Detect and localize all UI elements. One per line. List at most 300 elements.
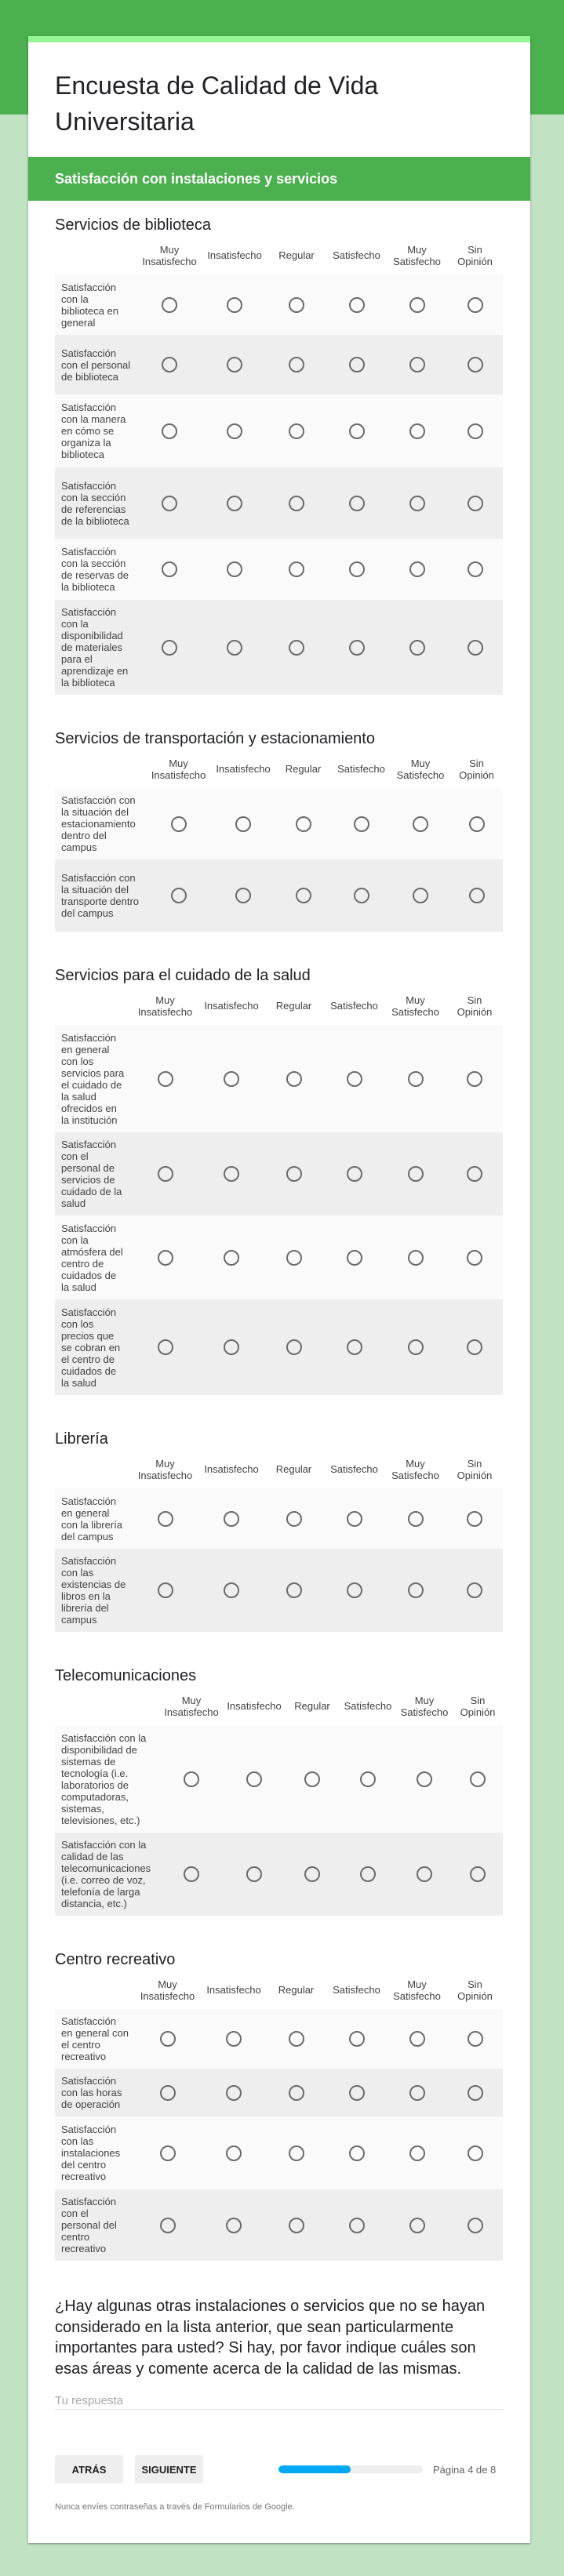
- radio-button[interactable]: [470, 1771, 486, 1787]
- radio-cell: [447, 467, 503, 539]
- radio-cell: [267, 467, 326, 539]
- radio-button[interactable]: [289, 423, 304, 439]
- radio-cell: [446, 1549, 503, 1632]
- radio-cell: [267, 539, 326, 600]
- column-header: [391, 750, 450, 788]
- radio-cell: [324, 1488, 384, 1549]
- radio-button[interactable]: [227, 423, 242, 439]
- column-header-label: Regular: [294, 1700, 330, 1712]
- radio-cell: [212, 859, 275, 932]
- radio-button[interactable]: [349, 2218, 365, 2233]
- radio-cell: [266, 2069, 326, 2116]
- radio-button[interactable]: [289, 2085, 304, 2101]
- radio-cell: [136, 274, 202, 335]
- radio-button[interactable]: [226, 2218, 242, 2233]
- radio-cell: [387, 335, 447, 394]
- radio-button[interactable]: [289, 496, 304, 511]
- column-header: [159, 1687, 224, 1725]
- card-accent-bar: [28, 36, 530, 42]
- column-header-label: Muy Satisfecho: [391, 994, 439, 1018]
- radio-button[interactable]: [289, 2218, 304, 2233]
- radio-button[interactable]: [286, 1582, 302, 1598]
- radio-cell: [202, 2189, 266, 2261]
- column-header: [202, 236, 267, 274]
- column-header: [396, 1687, 453, 1725]
- radio-button[interactable]: [246, 1866, 262, 1882]
- radio-button[interactable]: [468, 2085, 483, 2101]
- radio-button[interactable]: [408, 1250, 424, 1266]
- radio-cell: [324, 1299, 384, 1395]
- radio-cell: [267, 600, 326, 695]
- radio-cell: [391, 859, 450, 932]
- radio-cell: [145, 859, 212, 932]
- password-warning: Nunca envíes contraseñas a través de Formularios de Google.: [55, 2502, 295, 2512]
- radio-button[interactable]: [408, 1339, 424, 1355]
- grid-header: [55, 1450, 503, 1488]
- radio-button[interactable]: [162, 640, 177, 656]
- radio-cell: [285, 1833, 340, 1916]
- radio-cell: [453, 1833, 503, 1916]
- column-header-label: Muy Insatisfecho: [164, 1694, 219, 1718]
- choice-grid: [55, 1450, 503, 1632]
- radio-cell: [199, 1488, 264, 1549]
- grid-row: [55, 274, 503, 335]
- radio-button[interactable]: [184, 1771, 199, 1787]
- radio-cell: [387, 600, 447, 695]
- radio-cell: [450, 788, 503, 859]
- radio-button[interactable]: [349, 297, 365, 313]
- radio-button[interactable]: [158, 1250, 173, 1266]
- column-header-label: Muy Insatisfecho: [137, 994, 193, 1018]
- radio-button[interactable]: [409, 496, 425, 511]
- radio-cell: [447, 2189, 503, 2261]
- radio-button[interactable]: [349, 2145, 365, 2161]
- grid-row: [55, 1725, 503, 1833]
- radio-button[interactable]: [289, 2031, 304, 2047]
- radio-button[interactable]: [354, 816, 369, 832]
- radio-button[interactable]: [408, 1166, 424, 1182]
- grid-row: [55, 1299, 503, 1395]
- radio-button[interactable]: [162, 561, 177, 577]
- radio-cell: [131, 1488, 199, 1549]
- radio-cell: [384, 1549, 446, 1632]
- radio-cell: [275, 859, 332, 932]
- column-header-label: Insatisfecho: [216, 763, 271, 775]
- radio-cell: [387, 467, 447, 539]
- column-header-label: Insatisfecho: [206, 1984, 261, 1996]
- column-header-label: Sin Opinión: [457, 243, 493, 267]
- radio-button[interactable]: [468, 2218, 483, 2233]
- grid-row: [55, 1549, 503, 1632]
- column-header: [446, 1450, 503, 1488]
- radio-button[interactable]: [347, 1339, 362, 1355]
- page-indicator: Página 4 de 8: [433, 2463, 497, 2476]
- answer-input[interactable]: [55, 2392, 503, 2410]
- row-label-cell: [55, 335, 136, 394]
- column-header-label: Satisfecho: [330, 1463, 378, 1475]
- row-label-cell: [55, 1215, 131, 1299]
- radio-button[interactable]: [349, 496, 365, 511]
- radio-button[interactable]: [227, 297, 242, 313]
- radio-cell: [391, 788, 450, 859]
- radio-button[interactable]: [467, 1582, 482, 1598]
- radio-cell: [131, 1299, 199, 1395]
- radio-cell: [266, 2189, 326, 2261]
- radio-button[interactable]: [408, 1511, 424, 1527]
- radio-button[interactable]: [347, 1166, 362, 1182]
- radio-cell: [224, 1833, 285, 1916]
- radio-button[interactable]: [162, 423, 177, 439]
- grid-question-title: Librería: [55, 1430, 108, 1448]
- radio-button[interactable]: [158, 1071, 173, 1087]
- radio-button[interactable]: [289, 2145, 304, 2161]
- column-header-label: Muy Insatisfecho: [142, 243, 197, 267]
- radio-button[interactable]: [347, 1511, 362, 1527]
- radio-button[interactable]: [184, 1866, 199, 1882]
- grid-row: [55, 1833, 503, 1916]
- form-content: [28, 201, 530, 2513]
- radio-button[interactable]: [296, 888, 311, 903]
- radio-button[interactable]: [409, 2031, 425, 2047]
- radio-button[interactable]: [408, 1071, 424, 1087]
- radio-cell: [387, 394, 447, 467]
- radio-button[interactable]: [162, 357, 177, 372]
- radio-cell: [267, 394, 326, 467]
- radio-button[interactable]: [171, 888, 187, 903]
- column-header-label: Sin Opinión: [459, 757, 494, 781]
- radio-cell: [387, 2116, 447, 2189]
- radio-button[interactable]: [347, 1071, 362, 1087]
- radio-cell: [447, 274, 503, 335]
- radio-cell: [199, 1132, 264, 1215]
- row-label-cell: [55, 600, 136, 695]
- radio-button[interactable]: [162, 297, 177, 313]
- grid-body: [55, 2009, 503, 2261]
- radio-button[interactable]: [286, 1071, 302, 1087]
- column-header: [326, 236, 387, 274]
- column-header: [133, 1971, 202, 2009]
- grid-row: [55, 600, 503, 695]
- radio-button[interactable]: [286, 1166, 302, 1182]
- radio-button[interactable]: [470, 1866, 486, 1882]
- radio-button[interactable]: [349, 640, 365, 656]
- radio-button[interactable]: [468, 496, 483, 511]
- row-label: Satisfacción con las instalaciones del centro recreativo: [61, 2124, 121, 2182]
- grid-row: [55, 1025, 503, 1132]
- column-header-label: Muy Satisfecho: [391, 1457, 439, 1481]
- radio-button[interactable]: [468, 357, 483, 372]
- radio-button[interactable]: [160, 2085, 176, 2101]
- radio-button[interactable]: [158, 1339, 173, 1355]
- radio-cell: [446, 1025, 503, 1132]
- grid-question-title: Centro recreativo: [55, 1951, 176, 1968]
- column-header: [264, 1450, 324, 1488]
- row-label-cell: [55, 1549, 131, 1632]
- radio-button[interactable]: [468, 640, 483, 656]
- radio-button[interactable]: [304, 1866, 320, 1882]
- radio-cell: [324, 1215, 384, 1299]
- radio-cell: [384, 1215, 446, 1299]
- radio-button[interactable]: [286, 1339, 302, 1355]
- column-header: [447, 1971, 503, 2009]
- grid-header: [55, 986, 503, 1025]
- radio-cell: [264, 1549, 324, 1632]
- radio-cell: [202, 274, 267, 335]
- radio-button[interactable]: [224, 1511, 239, 1527]
- radio-button[interactable]: [160, 2031, 176, 2047]
- radio-button[interactable]: [360, 1771, 376, 1787]
- column-header-label: Sin Opinión: [457, 1978, 493, 2002]
- radio-button[interactable]: [226, 2145, 242, 2161]
- radio-cell: [136, 539, 202, 600]
- radio-cell: [447, 2069, 503, 2116]
- grid-question: [55, 1395, 503, 1632]
- row-label-cell: [55, 2069, 133, 2116]
- choice-grid: [55, 1971, 503, 2261]
- radio-button[interactable]: [347, 1250, 362, 1266]
- radio-cell: [387, 274, 447, 335]
- radio-button[interactable]: [304, 1771, 320, 1787]
- open-question-text: ¿Hay algunas otras instalaciones o servicios que no se hayan considerado en la lista anterior, que sean particularmente importantes para usted? Si hay, por favor indique cuáles son esas áreas y comente acerca de la calidad de las mismas.: [55, 2298, 486, 2378]
- radio-button[interactable]: [349, 561, 365, 577]
- radio-button[interactable]: [224, 1582, 239, 1598]
- back-button[interactable]: ATRÁS: [55, 2455, 123, 2483]
- grid-header: [55, 1971, 503, 2009]
- grid-row: [55, 859, 503, 932]
- row-label-cell: [55, 2009, 133, 2069]
- radio-button[interactable]: [224, 1071, 239, 1087]
- radio-cell: [199, 1549, 264, 1632]
- radio-cell: [136, 467, 202, 539]
- radio-button[interactable]: [226, 2031, 242, 2047]
- row-label: Satisfacción con la disponibilidad de materiales para el aprendizaje en la biblioteca: [61, 606, 129, 689]
- column-header-label: Regular: [275, 1000, 312, 1012]
- column-header: [340, 1687, 396, 1725]
- radio-button[interactable]: [467, 1250, 482, 1266]
- radio-button[interactable]: [467, 1339, 482, 1355]
- grid-questions: [55, 201, 503, 2261]
- radio-cell: [447, 539, 503, 600]
- radio-cell: [264, 1488, 324, 1549]
- grid-body: [55, 274, 503, 695]
- radio-button[interactable]: [468, 2145, 483, 2161]
- radio-cell: [159, 1725, 224, 1833]
- radio-button[interactable]: [417, 1866, 432, 1882]
- radio-button[interactable]: [468, 561, 483, 577]
- radio-button[interactable]: [349, 357, 365, 372]
- radio-button[interactable]: [467, 1071, 482, 1087]
- radio-cell: [387, 2069, 447, 2116]
- grid-row: [55, 2009, 503, 2069]
- radio-cell: [326, 335, 387, 394]
- radio-cell: [453, 1725, 503, 1833]
- radio-button[interactable]: [409, 640, 425, 656]
- column-header-label: Muy Satisfecho: [393, 243, 441, 267]
- row-label-cell: [55, 1132, 131, 1215]
- row-label-cell: [55, 2189, 133, 2261]
- radio-button[interactable]: [289, 357, 304, 372]
- radio-button[interactable]: [347, 1582, 362, 1598]
- radio-button[interactable]: [289, 640, 304, 656]
- radio-button[interactable]: [224, 1166, 239, 1182]
- radio-button[interactable]: [286, 1511, 302, 1527]
- grid-question-title: Servicios de biblioteca: [55, 216, 211, 234]
- radio-cell: [384, 1488, 446, 1549]
- radio-button[interactable]: [409, 561, 425, 577]
- column-header-label: Insatisfecho: [227, 1700, 282, 1712]
- radio-button[interactable]: [467, 1511, 482, 1527]
- column-header-label: Satisfecho: [337, 763, 385, 775]
- radio-button[interactable]: [413, 816, 428, 832]
- column-header-label: Muy Insatisfecho: [140, 1978, 195, 2002]
- radio-cell: [326, 2069, 387, 2116]
- row-label: Satisfacción en general con el centro recreativo: [61, 2015, 129, 2062]
- radio-button[interactable]: [227, 640, 242, 656]
- radio-button[interactable]: [160, 2145, 176, 2161]
- radio-cell: [136, 600, 202, 695]
- radio-button[interactable]: [160, 2218, 176, 2233]
- radio-button[interactable]: [158, 1511, 173, 1527]
- row-label-cell: [55, 1833, 159, 1916]
- column-header-label: Regular: [285, 763, 322, 775]
- grid-header-row: [55, 750, 503, 788]
- radio-button[interactable]: [409, 423, 425, 439]
- radio-button[interactable]: [158, 1166, 173, 1182]
- grid-header-row: [55, 1971, 503, 2009]
- column-header: [387, 1971, 447, 2009]
- radio-button[interactable]: [349, 2085, 365, 2101]
- radio-button[interactable]: [409, 2145, 425, 2161]
- column-header: [384, 986, 446, 1025]
- grid-row: [55, 467, 503, 539]
- radio-button[interactable]: [227, 496, 242, 511]
- radio-cell: [131, 1132, 199, 1215]
- column-header: [326, 1971, 387, 2009]
- grid-question: [55, 695, 503, 932]
- row-label-cell: [55, 467, 136, 539]
- radio-button[interactable]: [246, 1771, 262, 1787]
- column-header-label: Satisfecho: [344, 1700, 392, 1712]
- column-header: [131, 1450, 199, 1488]
- radio-button[interactable]: [469, 816, 485, 832]
- row-label-cell: [55, 1488, 131, 1549]
- next-button[interactable]: SIGUIENTE: [135, 2455, 203, 2483]
- column-header: [202, 1971, 266, 2009]
- radio-button[interactable]: [354, 888, 369, 903]
- radio-cell: [384, 1025, 446, 1132]
- radio-cell: [326, 2189, 387, 2261]
- grid-row: [55, 539, 503, 600]
- row-label-cell: [55, 859, 145, 932]
- radio-button[interactable]: [286, 1250, 302, 1266]
- radio-button[interactable]: [227, 561, 242, 577]
- row-label: Satisfacción con la sección de reservas de la biblioteca: [61, 546, 129, 593]
- radio-button[interactable]: [349, 2031, 365, 2047]
- radio-button[interactable]: [227, 357, 242, 372]
- column-header-label: Regular: [278, 249, 315, 261]
- radio-cell: [396, 1833, 453, 1916]
- radio-button[interactable]: [289, 297, 304, 313]
- row-label: Satisfacción con la disponibilidad de sistemas de tecnología (i.e. laboratorios de computadoras, sistemas, televisiones, etc.): [61, 1731, 147, 1826]
- radio-cell: [266, 2116, 326, 2189]
- radio-button[interactable]: [171, 816, 187, 832]
- radio-button[interactable]: [226, 2085, 242, 2101]
- radio-button[interactable]: [409, 297, 425, 313]
- row-label: Satisfacción con la situación del estacionamiento dentro del campus: [61, 794, 136, 853]
- radio-button[interactable]: [409, 357, 425, 372]
- radio-cell: [131, 1215, 199, 1299]
- row-label-cell: [55, 539, 136, 600]
- radio-cell: [264, 1299, 324, 1395]
- radio-cell: [447, 2009, 503, 2069]
- column-header: [387, 236, 447, 274]
- radio-button[interactable]: [468, 423, 483, 439]
- radio-cell: [199, 1299, 264, 1395]
- radio-button[interactable]: [162, 496, 177, 511]
- radio-button[interactable]: [158, 1582, 173, 1598]
- row-label: Satisfacción con la sección de referencias de la biblioteca: [61, 479, 129, 527]
- radio-cell: [136, 394, 202, 467]
- radio-button[interactable]: [408, 1582, 424, 1598]
- radio-cell: [136, 335, 202, 394]
- column-header: [224, 1687, 285, 1725]
- radio-cell: [324, 1025, 384, 1132]
- column-header-label: Sin Opinión: [457, 1457, 493, 1481]
- column-header-label: Regular: [278, 1984, 315, 1996]
- radio-button[interactable]: [235, 888, 251, 903]
- column-header: [384, 1450, 446, 1488]
- radio-button[interactable]: [469, 888, 485, 903]
- column-header-label: Muy Satisfecho: [393, 1978, 441, 2002]
- radio-cell: [446, 1215, 503, 1299]
- radio-cell: [267, 335, 326, 394]
- radio-button[interactable]: [296, 816, 311, 832]
- radio-cell: [202, 2069, 266, 2116]
- row-label: Satisfacción con la situación del transporte dentro del campus: [61, 872, 140, 919]
- row-label-cell: [55, 274, 136, 335]
- radio-button[interactable]: [349, 423, 365, 439]
- radio-button[interactable]: [409, 2085, 425, 2101]
- grid-body: [55, 1488, 503, 1632]
- radio-button[interactable]: [360, 1866, 376, 1882]
- grid-row: [55, 1488, 503, 1549]
- grid-corner-cell: [55, 750, 145, 788]
- grid-body: [55, 1025, 503, 1395]
- radio-button[interactable]: [235, 816, 251, 832]
- column-header-label: Insatisfecho: [207, 249, 262, 261]
- radio-button[interactable]: [224, 1250, 239, 1266]
- column-header: [199, 986, 264, 1025]
- radio-button[interactable]: [417, 1771, 432, 1787]
- radio-button[interactable]: [289, 561, 304, 577]
- radio-button[interactable]: [409, 2218, 425, 2233]
- grid-question: [55, 1916, 503, 2261]
- radio-button[interactable]: [467, 1166, 482, 1182]
- column-header: [136, 236, 202, 274]
- radio-button[interactable]: [413, 888, 428, 903]
- column-header: [324, 986, 384, 1025]
- radio-button[interactable]: [468, 2031, 483, 2047]
- radio-cell: [266, 2009, 326, 2069]
- radio-cell: [446, 1299, 503, 1395]
- radio-cell: [326, 394, 387, 467]
- radio-button[interactable]: [224, 1339, 239, 1355]
- column-header: [267, 236, 326, 274]
- grid-corner-cell: [55, 1687, 159, 1725]
- radio-button[interactable]: [468, 297, 483, 313]
- grid-row: [55, 788, 503, 859]
- radio-cell: [447, 335, 503, 394]
